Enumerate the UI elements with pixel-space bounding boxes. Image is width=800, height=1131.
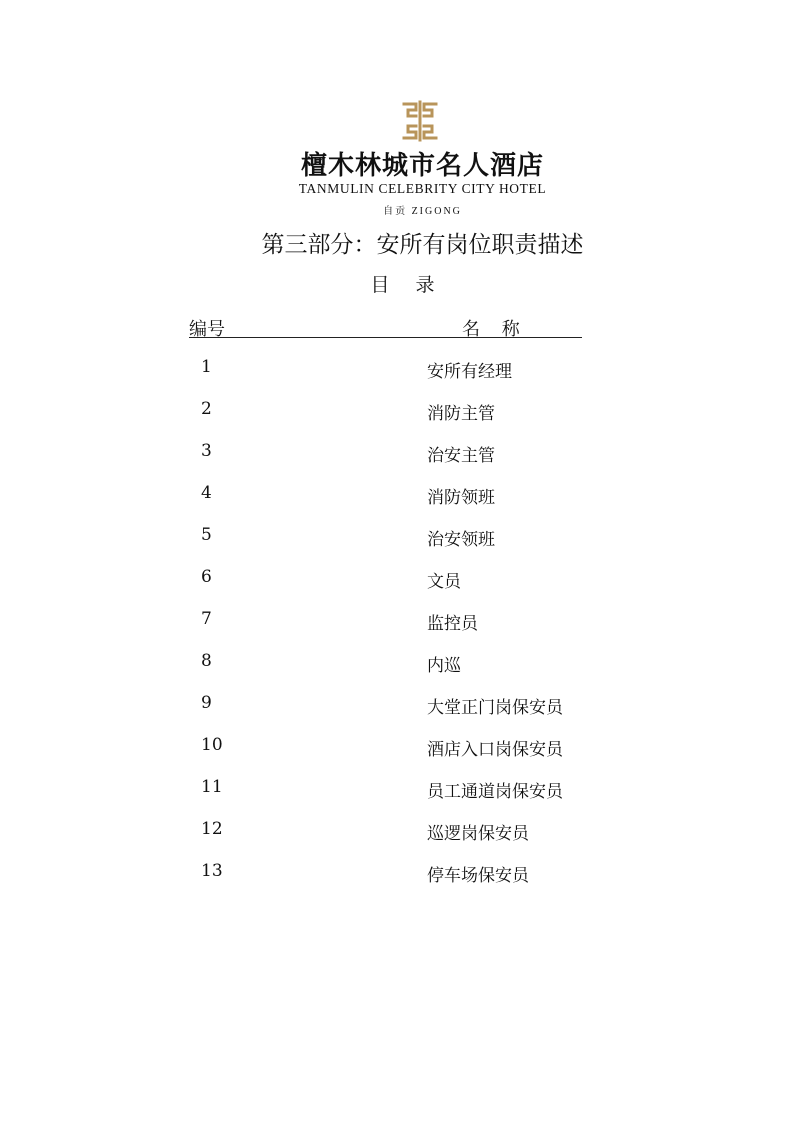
item-name: 监控员 (427, 614, 478, 634)
item-name: 酒店入口岗保安员 (427, 740, 563, 760)
item-name: 员工通道岗保安员 (427, 782, 563, 802)
hotel-name-chinese: 檀木林城市名人酒店 (300, 151, 544, 181)
hotel-name-english: TANMULIN CELEBRITY CITY HOTEL (298, 181, 547, 196)
list-item (0, 357, 800, 387)
list-item (0, 819, 800, 849)
item-number: 13 (201, 861, 223, 881)
list-item (0, 861, 800, 891)
hotel-location: 自贡 ZIGONG (383, 206, 462, 217)
list-item (0, 735, 800, 765)
column-header-name: 名 称 (462, 319, 528, 340)
item-name: 文员 (427, 572, 461, 592)
list-item (0, 483, 800, 513)
list-item (0, 399, 800, 429)
list-item (0, 441, 800, 471)
item-number: 8 (201, 651, 212, 671)
hotel-logo-icon (400, 100, 440, 142)
item-name: 停车场保安员 (427, 866, 529, 886)
item-number: 5 (201, 525, 212, 545)
list-item (0, 777, 800, 807)
part-title: 第三部分：安所有岗位职责描述 (261, 232, 584, 258)
item-number: 2 (201, 399, 212, 419)
list-item (0, 525, 800, 555)
item-number: 4 (201, 483, 212, 503)
header-underline (189, 337, 582, 338)
item-number: 3 (201, 441, 212, 461)
list-item (0, 693, 800, 723)
item-number: 9 (201, 693, 212, 713)
list-item (0, 609, 800, 639)
item-number: 1 (201, 357, 212, 377)
item-name: 治安主管 (427, 446, 495, 466)
item-number: 10 (201, 735, 223, 755)
list-item (0, 651, 800, 681)
toc-title: 目 录 (370, 274, 445, 296)
column-header-number: 编号 (189, 319, 225, 340)
item-number: 7 (201, 609, 212, 629)
item-name: 安所有经理 (427, 362, 512, 382)
item-name: 消防领班 (427, 488, 495, 508)
item-name: 巡逻岗保安员 (427, 824, 529, 844)
list-item (0, 567, 800, 597)
item-number: 12 (201, 819, 223, 839)
item-name: 消防主管 (427, 404, 495, 424)
item-name: 治安领班 (427, 530, 495, 550)
item-number: 11 (201, 777, 223, 797)
item-name: 大堂正门岗保安员 (427, 698, 563, 718)
item-name: 内巡 (427, 656, 461, 676)
item-number: 6 (201, 567, 212, 587)
